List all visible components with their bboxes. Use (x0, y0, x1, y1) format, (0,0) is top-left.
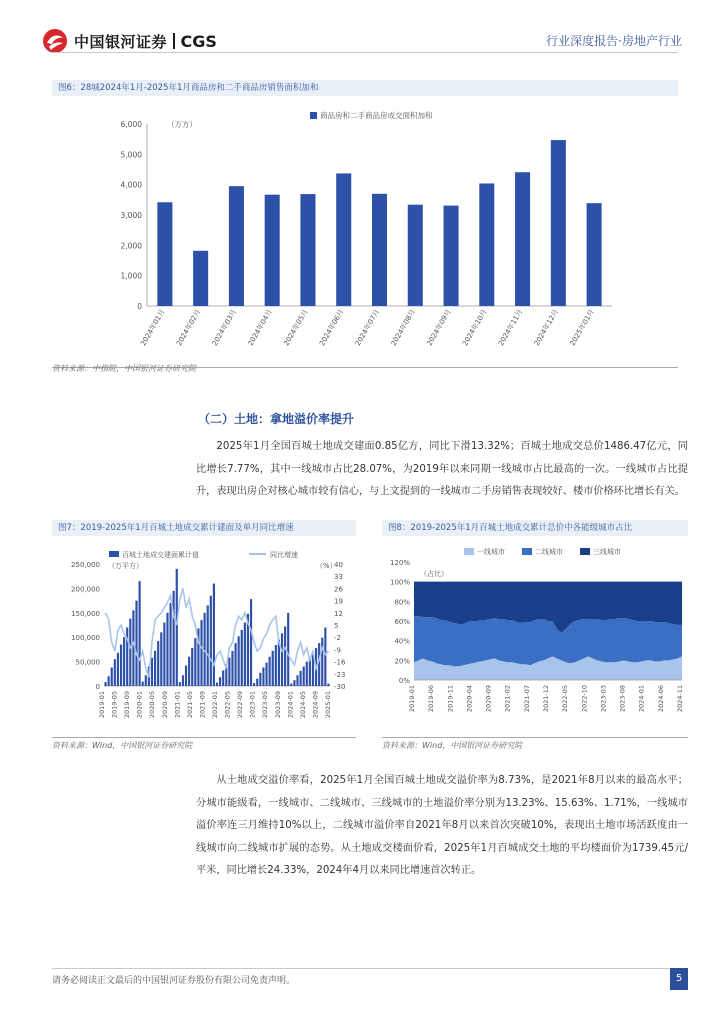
fig7-right-ytick-label: -30 (334, 683, 346, 691)
fig6-ytick-label: 5,000 (120, 150, 142, 160)
fig7-right-ytick-label: -9 (334, 646, 341, 655)
fig7-xtick-label: 2023-05 (261, 691, 270, 719)
fig6-legend-label: 商品房和二手商品房成交面积加和 (320, 111, 433, 120)
fig7-bar (275, 645, 277, 686)
fig8-ytick-label: 100% (389, 578, 410, 587)
fig8-ytick-label: 20% (394, 657, 410, 666)
fig7-right-unit: （%） (316, 562, 337, 570)
fig7-xtick-label: 2025-01 (324, 691, 332, 719)
fig7-bar (166, 613, 168, 686)
fig7-bar (185, 666, 187, 686)
fig7-xtick-label: 2021-09 (198, 691, 207, 719)
fig6-xtick-label: 2024年03月 (210, 308, 239, 348)
fig7-bar (129, 619, 131, 686)
fig7-bar (216, 683, 218, 686)
fig7-bar (265, 663, 267, 686)
fig6-xtick-label: 2024年01月 (139, 308, 167, 348)
cgs-logo-icon (42, 28, 68, 54)
fig7-bar (256, 679, 258, 686)
fig7-right-ytick-label: 19 (334, 597, 343, 606)
fig8-xtick-label: 2023-08 (618, 685, 627, 713)
fig8-chart (382, 540, 688, 730)
logo-chinese-name: 中国银河证券 (74, 32, 168, 51)
fig8-xtick-label: 2022-10 (580, 685, 589, 713)
fig7-bar (234, 643, 236, 686)
fig6-bar (444, 206, 459, 306)
fig7-source: 资料来源：Wind，中国银河证券研究院 (52, 741, 193, 750)
fig7-bar (241, 630, 243, 686)
fig7-bar (296, 675, 298, 686)
fig6-xtick-label: 2024年04月 (246, 308, 274, 348)
fig7-left-ytick-label: 50,000 (75, 658, 100, 667)
fig6-xtick-label: 2024年11月 (497, 308, 525, 348)
fig8-legend-swatch (522, 548, 532, 555)
fig6-bar (300, 194, 315, 306)
fig7-right-ytick-label: -2 (334, 634, 341, 643)
fig7-bar (154, 651, 156, 686)
fig7-bar (287, 613, 289, 686)
fig6-bar (587, 203, 602, 306)
fig7-bar (207, 605, 209, 686)
fig7-left-ytick-label: 200,000 (71, 585, 100, 594)
fig7-bar (238, 636, 240, 686)
fig7-xtick-label: 2019-01 (98, 691, 106, 719)
fig7-bar (244, 623, 246, 686)
fig7-left-ytick-label: 0 (95, 683, 100, 691)
fig8-ytick-label: 120% (389, 559, 410, 567)
fig7-xtick-label: 2024-09 (311, 691, 320, 719)
fig7-bar (108, 676, 110, 686)
fig6-bar (157, 202, 172, 306)
fig7-bar (135, 601, 137, 686)
footer-divider (52, 968, 678, 969)
fig7-bar (142, 682, 144, 686)
fig8-title: 图8：2019-2025年1月百城土地成交累计总价中各能级城市占比 (382, 520, 688, 536)
page-number: 5 (670, 968, 688, 990)
fig7-left-ytick-label: 150,000 (71, 609, 100, 618)
fig8-xtick-label: 2024-06 (656, 685, 665, 713)
fig8-legend-swatch (464, 548, 474, 555)
fig7-left-ytick-label: 250,000 (71, 561, 100, 569)
fig7-bar (114, 659, 116, 686)
fig7-bar (269, 657, 271, 686)
fig8-legend-label: 三线城市 (593, 548, 621, 556)
fig6-source: 资料来源：中指院，中国银河证券研究院 (52, 364, 196, 373)
fig7-bar (253, 683, 255, 686)
fig7-bar (284, 626, 286, 686)
header-divider (52, 52, 678, 53)
fig7-xtick-label: 2022-09 (236, 691, 245, 719)
fig7-source-divider (52, 737, 356, 738)
fig7-bar (228, 658, 230, 686)
fig7-bar (145, 675, 147, 686)
fig7-bar (303, 666, 305, 686)
fig8-xtick-label: 2020-09 (484, 685, 493, 713)
logo-divider (173, 33, 175, 49)
fig7-right-ytick-label: 40 (334, 561, 343, 569)
fig7-bar (321, 638, 323, 686)
fig8-xtick-label: 2019-06 (427, 685, 436, 713)
fig7-bar (210, 596, 212, 686)
fig7-bar (163, 623, 165, 686)
fig7-bar (173, 591, 175, 686)
fig6-bar (229, 186, 244, 306)
fig6-bar (193, 251, 208, 306)
section-paragraph-1: 2025年1月全国百城土地成交建面0.85亿方，同比下滑13.32%；百城土地成交总价1486.47亿元，同比增长7.77%，其中一线城市占比28.07%，为2019年以来同期一线城市占比最高的一次。一线城市占比提升，表现出房企对核心城市较有信心，与上文提到的一线城市二手房销售表现较好、楼市价格环比增长有关。 (196, 441, 688, 497)
fig7-xtick-label: 2020-01 (135, 691, 144, 719)
report-type: 行业深度报告·房地产行业 (546, 34, 682, 48)
fig8-legend-label: 二线城市 (535, 548, 563, 556)
fig7-right-ytick-label: -16 (334, 658, 346, 667)
fig8-xtick-label: 2019-11 (446, 685, 455, 713)
fig6-xtick-label: 2024年08月 (389, 308, 418, 348)
fig8-xtick-label: 2020-04 (465, 685, 474, 713)
fig6-ytick-label: 3,000 (120, 211, 142, 220)
fig7-xtick-label: 2021-01 (173, 691, 182, 719)
fig7-bar (213, 584, 215, 686)
fig6-xtick-label: 2024年07月 (353, 308, 382, 348)
header-logo (42, 28, 217, 54)
fig6-unit-label: （万方） (167, 120, 197, 129)
fig8-xtick-label: 2021-12 (542, 685, 550, 713)
fig8-xtick-label: 2022-05 (561, 685, 570, 713)
fig6-xtick-label: 2024年12月 (532, 308, 561, 348)
fig7-bar (194, 638, 196, 686)
fig6-xtick-label: 2024年06月 (318, 308, 346, 348)
fig7-right-ytick-label: 12 (334, 609, 343, 618)
fig7-xtick-label: 2023-09 (273, 691, 282, 719)
fig7-xtick-label: 2019-09 (123, 691, 132, 719)
fig8-xtick-label: 2019-01 (408, 685, 416, 713)
fig7-bar (111, 667, 113, 686)
fig8-xtick-label: 2024-11 (676, 685, 684, 713)
fig8-xtick-label: 2024-01 (637, 685, 646, 713)
fig7-bar (117, 653, 119, 686)
fig7-bar (290, 684, 292, 686)
fig8-ytick-label: 80% (394, 598, 410, 607)
fig7-bar (104, 682, 106, 686)
fig7-bar (293, 680, 295, 686)
fig7-bar (123, 637, 125, 686)
fig6-bar (336, 173, 351, 306)
fig7-left-unit: （万平方） (108, 562, 143, 570)
fig7-bar (262, 667, 264, 686)
fig6-chart (52, 98, 678, 366)
fig6-xtick-label: 2024年02月 (175, 308, 203, 348)
fig7-legend-line-label: 同比增速 (270, 551, 298, 559)
fig7-bar (120, 645, 122, 686)
fig7-bar (324, 627, 326, 686)
fig7-legend-bar-label: 百城土地成交建面累计值 (122, 551, 199, 559)
fig7-bar (188, 657, 190, 686)
fig8-xtick-label: 2023-03 (599, 685, 608, 713)
section-heading: （二）土地：拿地溢价率提升 (198, 412, 355, 426)
fig7-legend-bar-swatch (109, 551, 119, 557)
fig6-bar (515, 172, 530, 306)
fig7-xtick-label: 2023-01 (248, 691, 257, 719)
fig7-bar (222, 670, 224, 686)
fig7-bar (169, 603, 171, 686)
fig6-bar (265, 195, 280, 306)
fig6-legend-swatch (310, 112, 317, 119)
fig7-bar (176, 569, 178, 686)
fig8-xtick-label: 2021-02 (503, 685, 512, 713)
fig7-bar (281, 633, 283, 686)
fig8-ytick-label: 0% (398, 677, 410, 685)
fig7-xtick-label: 2024-01 (286, 691, 295, 719)
fig8-legend-swatch (580, 548, 590, 555)
fig7-chart (52, 540, 356, 730)
fig6-ytick-label: 0 (137, 302, 142, 311)
fig7-right-ytick-label: 5 (334, 622, 339, 630)
fig7-bar (318, 643, 320, 686)
fig7-bar (151, 658, 153, 686)
fig7-bar (200, 620, 202, 686)
fig7-bar (259, 673, 261, 686)
fig7-bar (160, 632, 162, 686)
fig7-title: 图7：2019-2025年1月百城土地成交累计建面及单月同比增速 (52, 520, 356, 536)
fig7-xtick-label: 2019-05 (110, 691, 119, 719)
fig7-bar (182, 675, 184, 686)
fig7-right-ytick-label: -23 (334, 670, 346, 679)
fig7-bar (272, 651, 274, 686)
fig6-bar (551, 140, 566, 306)
fig7-bar (191, 648, 193, 686)
logo-english-name: CGS (180, 31, 217, 51)
fig6-ytick-label: 6,000 (120, 120, 142, 129)
fig8-xtick-label: 2021-07 (522, 685, 531, 713)
fig7-right-ytick-label: 26 (334, 585, 343, 594)
fig7-xtick-label: 2020-09 (160, 691, 169, 719)
fig7-xtick-label: 2024-05 (298, 691, 307, 719)
fig7-bar (250, 599, 252, 686)
fig6-title: 图6：28城2024年1月-2025年1月商品房和二手商品房销售面积加和 (52, 80, 678, 96)
fig7-bar (327, 684, 329, 686)
fig7-xtick-label: 2022-01 (211, 691, 219, 719)
fig7-bar (139, 581, 141, 686)
fig6-xtick-label: 2025年01月 (568, 308, 596, 348)
fig8-ytick-label: 60% (394, 618, 410, 626)
fig6-ytick-label: 2,000 (120, 241, 142, 251)
fig6-bar (408, 205, 423, 306)
fig7-xtick-label: 2020-05 (148, 691, 157, 719)
fig6-xtick-label: 2024年09月 (425, 308, 453, 348)
fig7-bar (179, 682, 181, 686)
fig7-xtick-label: 2021-05 (185, 691, 194, 719)
fig8-source: 资料来源：Wind，中国银河证券研究院 (382, 741, 523, 750)
fig7-right-ytick-label: 33 (334, 573, 343, 582)
fig8-ytick-label: 40% (394, 637, 410, 646)
fig7-bar (300, 671, 302, 686)
fig7-xtick-label: 2022-05 (223, 691, 232, 719)
fig6-bar (372, 194, 387, 306)
footer-disclaimer: 请务必阅读正文最后的中国银河证券股份有限公司免责声明。 (52, 976, 296, 986)
fig8-legend-label: 一线城市 (477, 548, 505, 556)
fig6-ytick-label: 4,000 (120, 180, 142, 190)
fig6-xtick-label: 2024年10月 (461, 308, 489, 348)
fig7-bar (306, 662, 308, 686)
fig7-bar (231, 651, 233, 686)
fig6-xtick-label: 2024年05月 (282, 308, 310, 348)
fig6-bar (479, 183, 494, 306)
fig6-ytick-label: 1,000 (120, 271, 142, 281)
section-paragraph-2: 从土地成交溢价率看，2025年1月全国百城土地成交溢价率为8.73%，是2021年8月以来的最高水平；分城市能级看，一线城市、二线城市、三线城市的土地溢价率分别为13.23%、15.63%、1.71%，一线城市溢价率连三月维持10%以上，二线城市溢价率自2021年8月以来首次突破10%，表现出土地市场活跃度由一线城市向二线城市扩展的态势。从土地成交楼面价看，2025年1月百城成交土地的平均楼面价为1739.45元/平米，同比增长24.33%，2024年4月以来同比增速首次转正。 (196, 775, 688, 876)
fig7-left-ytick-label: 100,000 (71, 634, 100, 643)
fig8-source-divider (382, 737, 688, 738)
fig8-unit-label: （占比） (420, 570, 448, 578)
fig7-bar (157, 641, 159, 686)
fig7-bar (219, 677, 221, 686)
